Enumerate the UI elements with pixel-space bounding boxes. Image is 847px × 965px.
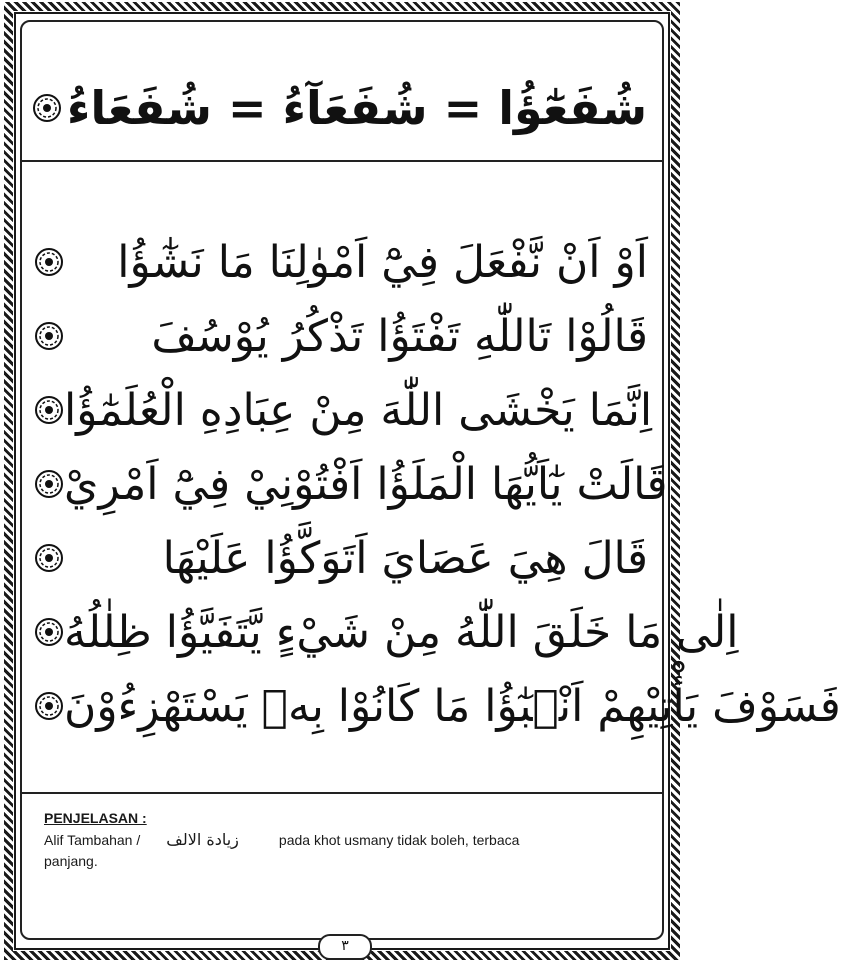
- rosette-icon: [34, 543, 64, 573]
- footer-divider: [20, 792, 664, 794]
- rosette-icon: [34, 247, 64, 277]
- verse-list: [34, 225, 841, 743]
- verse-row: [34, 595, 739, 669]
- verse-text: قَالُوْا تَاللّٰهِ تَفْتَؤُا تَذْكُرُ يُوْسُفَ: [151, 310, 648, 362]
- verse-row: [34, 521, 654, 595]
- verse-row: [34, 299, 654, 373]
- verse-text: قَالَتْ يٰٓاَيُّهَا الْمَلَؤُا اَفْتُوْنِيْ فِيْٓ اَمْرِيْ: [64, 458, 668, 510]
- verse-row: [34, 447, 668, 521]
- verse-row: [34, 225, 654, 299]
- verse-row: [34, 373, 654, 447]
- explanation-title: PENJELASAN :: [44, 810, 147, 826]
- verse-text: فَسَوْفَ يَأْتِيْهِمْ اَنْۢبٰٓؤُا مَا كَانُوْا بِهٖ يَسْتَهْزِءُوْنَ: [64, 680, 841, 732]
- rosette-icon: [34, 395, 64, 425]
- rosette-icon: [34, 617, 64, 647]
- header-row: [32, 72, 652, 144]
- explanation-continuation: panjang.: [44, 853, 98, 869]
- explanation-section: [44, 808, 654, 872]
- arabic-term: زيادة الالف: [166, 830, 239, 849]
- page-number: ٣: [318, 934, 372, 960]
- verse-text: قَالَ هِيَ عَصَايَ اَتَوَكَّؤُا عَلَيْهَا: [162, 532, 648, 584]
- verse-text: اِنَّمَا يَخْشَى اللّٰهَ مِنْ عِبَادِهِ الْعُلَمٰٓؤُا: [64, 384, 653, 436]
- verse-row: [34, 669, 841, 743]
- verse-text: اَوْ اَنْ نَّفْعَلَ فِيْٓ اَمْوٰلِنَا مَا نَشٰٓؤُا: [117, 236, 648, 288]
- verse-text: اِلٰى مَا خَلَقَ اللّٰهُ مِنْ شَيْءٍ يَّتَفَيَّؤُا ظِلٰلُهُ: [64, 606, 739, 658]
- explanation-suffix: pada khot usmany tidak boleh, terbaca: [278, 832, 520, 848]
- rosette-icon: [34, 469, 64, 499]
- explanation-line: [44, 829, 654, 851]
- rosette-icon: [32, 93, 62, 123]
- header-formula: شُفَعٰٓؤُا = شُفَعَآءُ = شُفَعَاءُ: [66, 81, 648, 135]
- header-divider: [20, 160, 664, 162]
- rosette-icon: [34, 691, 64, 721]
- explanation-prefix: Alif Tambahan /: [44, 832, 141, 848]
- rosette-icon: [34, 321, 64, 351]
